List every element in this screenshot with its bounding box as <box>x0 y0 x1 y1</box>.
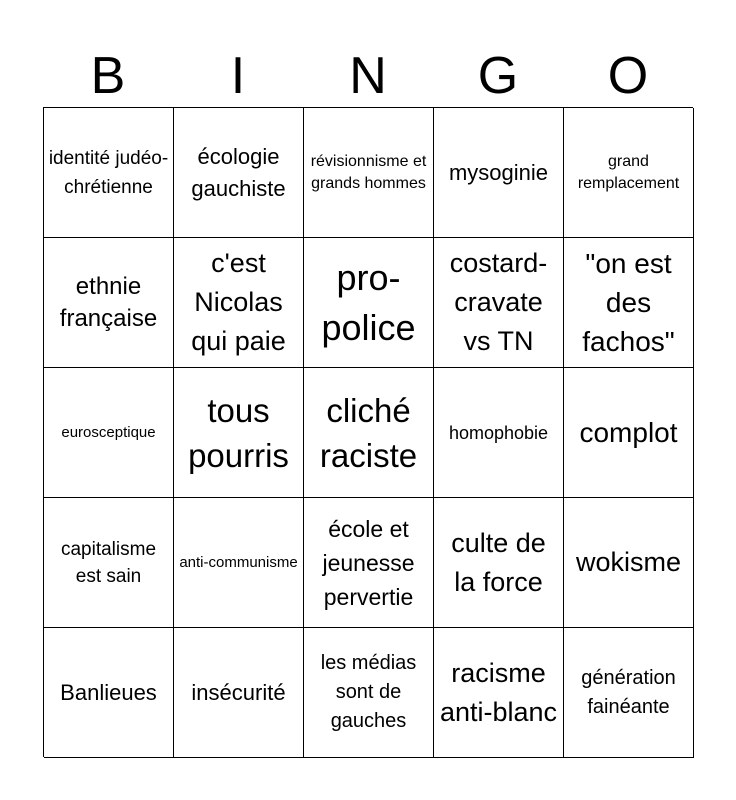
bingo-cell[interactable] <box>44 628 174 758</box>
bingo-cell[interactable] <box>304 498 434 628</box>
cell-text: complot <box>579 417 678 448</box>
bingo-cell[interactable] <box>564 238 694 368</box>
cell-text: homophobie <box>448 422 549 443</box>
cell-text: les médias sont de gauches <box>320 652 417 732</box>
bingo-cell[interactable] <box>174 238 304 368</box>
cell-text: capitalisme est sain <box>60 538 157 587</box>
bingo-cell[interactable] <box>174 498 304 628</box>
bingo-cell[interactable] <box>434 238 564 368</box>
bingo-grid <box>43 107 693 757</box>
cell-text: tous pourris <box>188 391 289 474</box>
bingo-cell[interactable] <box>44 108 174 238</box>
bingo-cell[interactable] <box>174 108 304 238</box>
bingo-cell[interactable] <box>304 108 434 238</box>
cell-text: révisionnisme et grands hommes <box>310 152 427 192</box>
cell-text: ethnie française <box>59 272 158 332</box>
cell-text: culte de la force <box>451 527 546 597</box>
bingo-cell[interactable] <box>564 368 694 498</box>
cell-text: wokisme <box>575 547 682 577</box>
bingo-cell[interactable] <box>564 498 694 628</box>
bingo-cell[interactable] <box>174 368 304 498</box>
cell-text: c'est Nicolas qui paie <box>191 248 286 356</box>
cell-text: insécurité <box>191 679 286 705</box>
cell-text: génération fainéante <box>581 666 676 718</box>
bingo-cell[interactable] <box>564 108 694 238</box>
cell-text: école et jeunesse pervertie <box>322 515 415 610</box>
header-letter-i: I <box>230 47 246 105</box>
bingo-cell[interactable] <box>434 498 564 628</box>
bingo-cell[interactable] <box>304 238 434 368</box>
bingo-cell[interactable] <box>434 628 564 758</box>
cell-text: mysoginie <box>448 159 549 185</box>
cell-text: écologie gauchiste <box>191 143 286 201</box>
bingo-cell[interactable] <box>434 368 564 498</box>
bingo-cell[interactable] <box>44 498 174 628</box>
cell-text: eurosceptique <box>61 423 156 441</box>
header-letter-b: B <box>90 47 126 105</box>
header-letter-g: G <box>477 47 519 105</box>
bingo-cell[interactable] <box>174 628 304 758</box>
bingo-cell[interactable] <box>564 628 694 758</box>
bingo-header <box>43 44 693 108</box>
bingo-cell[interactable] <box>304 368 434 498</box>
cell-text: costard-cravate vs TN <box>449 248 548 356</box>
cell-text: identité judéo-chrétienne <box>48 147 169 198</box>
bingo-cell[interactable] <box>44 368 174 498</box>
header-letter-n: N <box>349 47 387 105</box>
cell-text: cliché raciste <box>319 391 418 474</box>
bingo-cell[interactable] <box>44 238 174 368</box>
header-letter-o: O <box>607 47 649 105</box>
cell-text: anti-communisme <box>179 553 298 571</box>
bingo-cell[interactable] <box>304 628 434 758</box>
cell-text: Banlieues <box>60 679 157 705</box>
cell-text: grand remplacement <box>577 152 680 192</box>
cell-text: racisme anti-blanc <box>439 657 558 727</box>
bingo-cell[interactable] <box>434 108 564 238</box>
cell-text: "on est des fachos" <box>582 248 675 357</box>
cell-text: pro-police <box>321 256 416 348</box>
